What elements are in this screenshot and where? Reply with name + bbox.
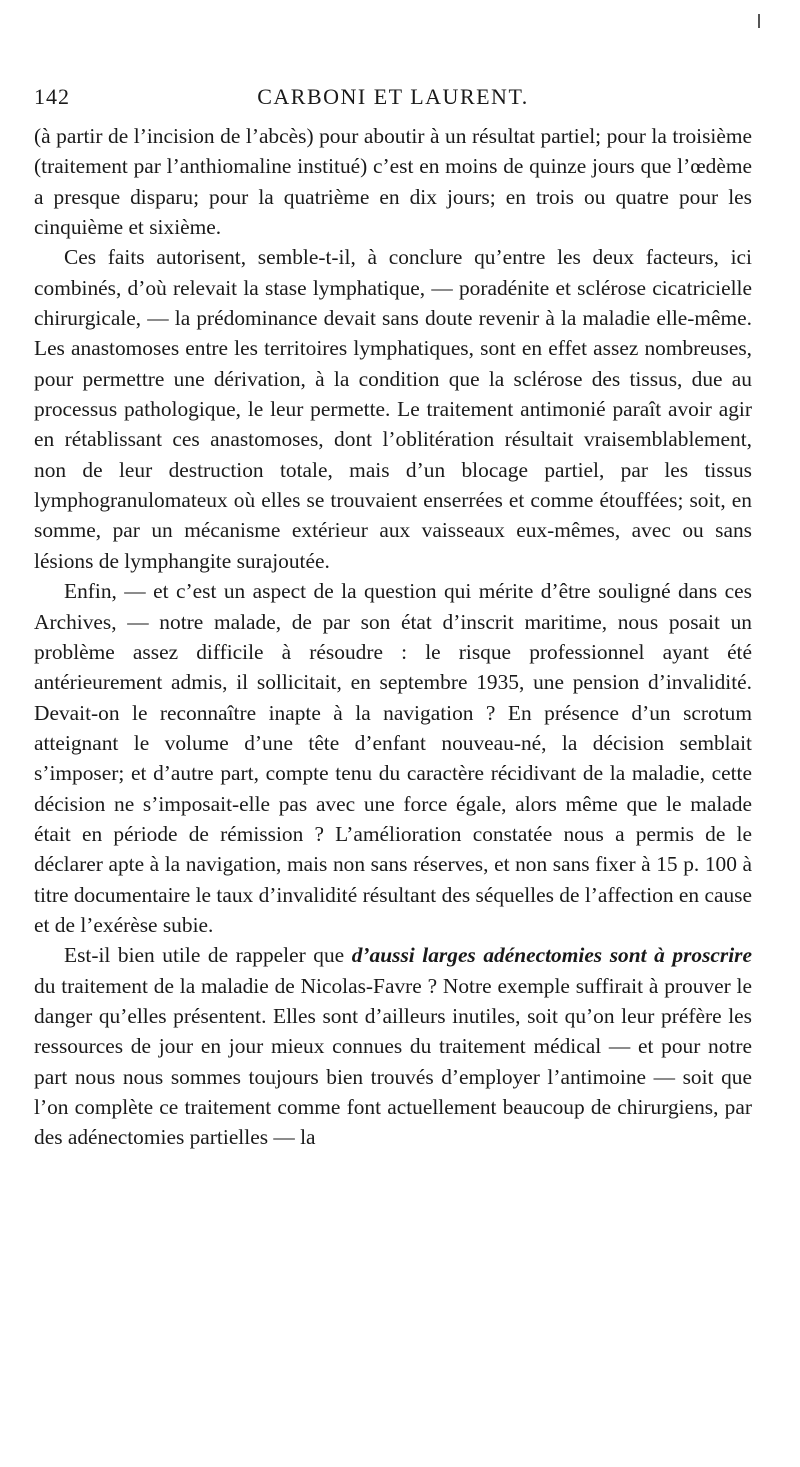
paragraph-text-end: du traitement de la maladie de Nicolas-Favre ? Notre exemple suffirait à prouver le danger qu’elles présentent. Elles sont d’ailleurs inutiles, soit qu’on leur préfère les ressources de jour en jour mieux connues du traitement médical — et pour notre part nous nous sommes toujours bien trouvés d’employer l’antimoine — soit que l’on complète ce traitement comme font actuellement beaucoup de chirurgiens, par des adénectomies partielles — la (34, 973, 752, 1150)
page-number: 142 (34, 84, 70, 109)
paragraph-adenectomies (34, 940, 752, 1152)
running-title: CARBONI ET LAURENT. (257, 84, 529, 109)
paragraph-text-start: Est-il bien utile de rappeler que (64, 943, 352, 968)
body-text (34, 121, 752, 1153)
paragraph-professional-risk: Enfin, — et c’est un aspect de la question qui mérite d’être souligné dans ces Archives, — notre malade, de par son état d’inscrit maritime, nous posait un problème assez difficile à résoudre : le risque professionnel ayant été antérieurement admis, il sollicitait, en septembre 1935, une pension d’invalidité. Devait-on le reconnaître inapte à la navigation ? En présence d’un scrotum atteignant le volume d’une tête d’enfant nouveau-né, la décision semblait s’imposer; et d’autre part, compte tenu du caractère récidivant de la maladie, cette décision ne s’imposait-elle pas avec une force égale, alors même que le malade était en période de rémission ? L’amélioration constatée nous a permis de le déclarer apte à la navigation, mais non sans réserves, et non sans fixer à 15 p. 100 à titre documentaire le taux d’invalidité résultant des séquelles de l’affection en cause et de l’exérèse subie. (34, 579, 752, 937)
scan-mark (758, 14, 760, 28)
running-head (34, 84, 752, 112)
paragraph-conclusion: Ces faits autorisent, semble-t-il, à conclure qu’entre les deux facteurs, ici combinés, d’où relevait la stase lymphatique, — poradénite et sclérose cicatricielle chirurgicale, — la prédominance devait sans doute revenir à la maladie elle-même. Les anastomoses entre les territoires lymphatiques, sont en effet assez nombreuses, pour permettre une dérivation, à la condition que la sclérose des tissus, due au processus pathologique, le leur permette. Le traitement antimonié paraît avoir agir en rétablissant ces anastomoses, dont l’oblitération résultait vraisemblablement, non de leur destruction totale, mais d’un blocage partiel, par les tissus lymphogranulomateux où elles se trouvaient enserrées et comme étouffées; soit, en somme, par un mécanisme extérieur aux vaisseaux eux-mêmes, avec ou sans lésions de lymphangite surajoutée. (34, 245, 752, 573)
emphasized-phrase: d’aussi larges adénectomies sont à proscrire (351, 943, 752, 968)
paragraph-continued: (à partir de l’incision de l’abcès) pour aboutir à un résultat partiel; pour la troisième (traitement par l’anthiomaline institué) c’est en moins de quinze jours que l’œdème a presque disparu; pour la quatrième en dix jours; en trois ou quatre pour les cinquième et sixième. (34, 124, 752, 240)
